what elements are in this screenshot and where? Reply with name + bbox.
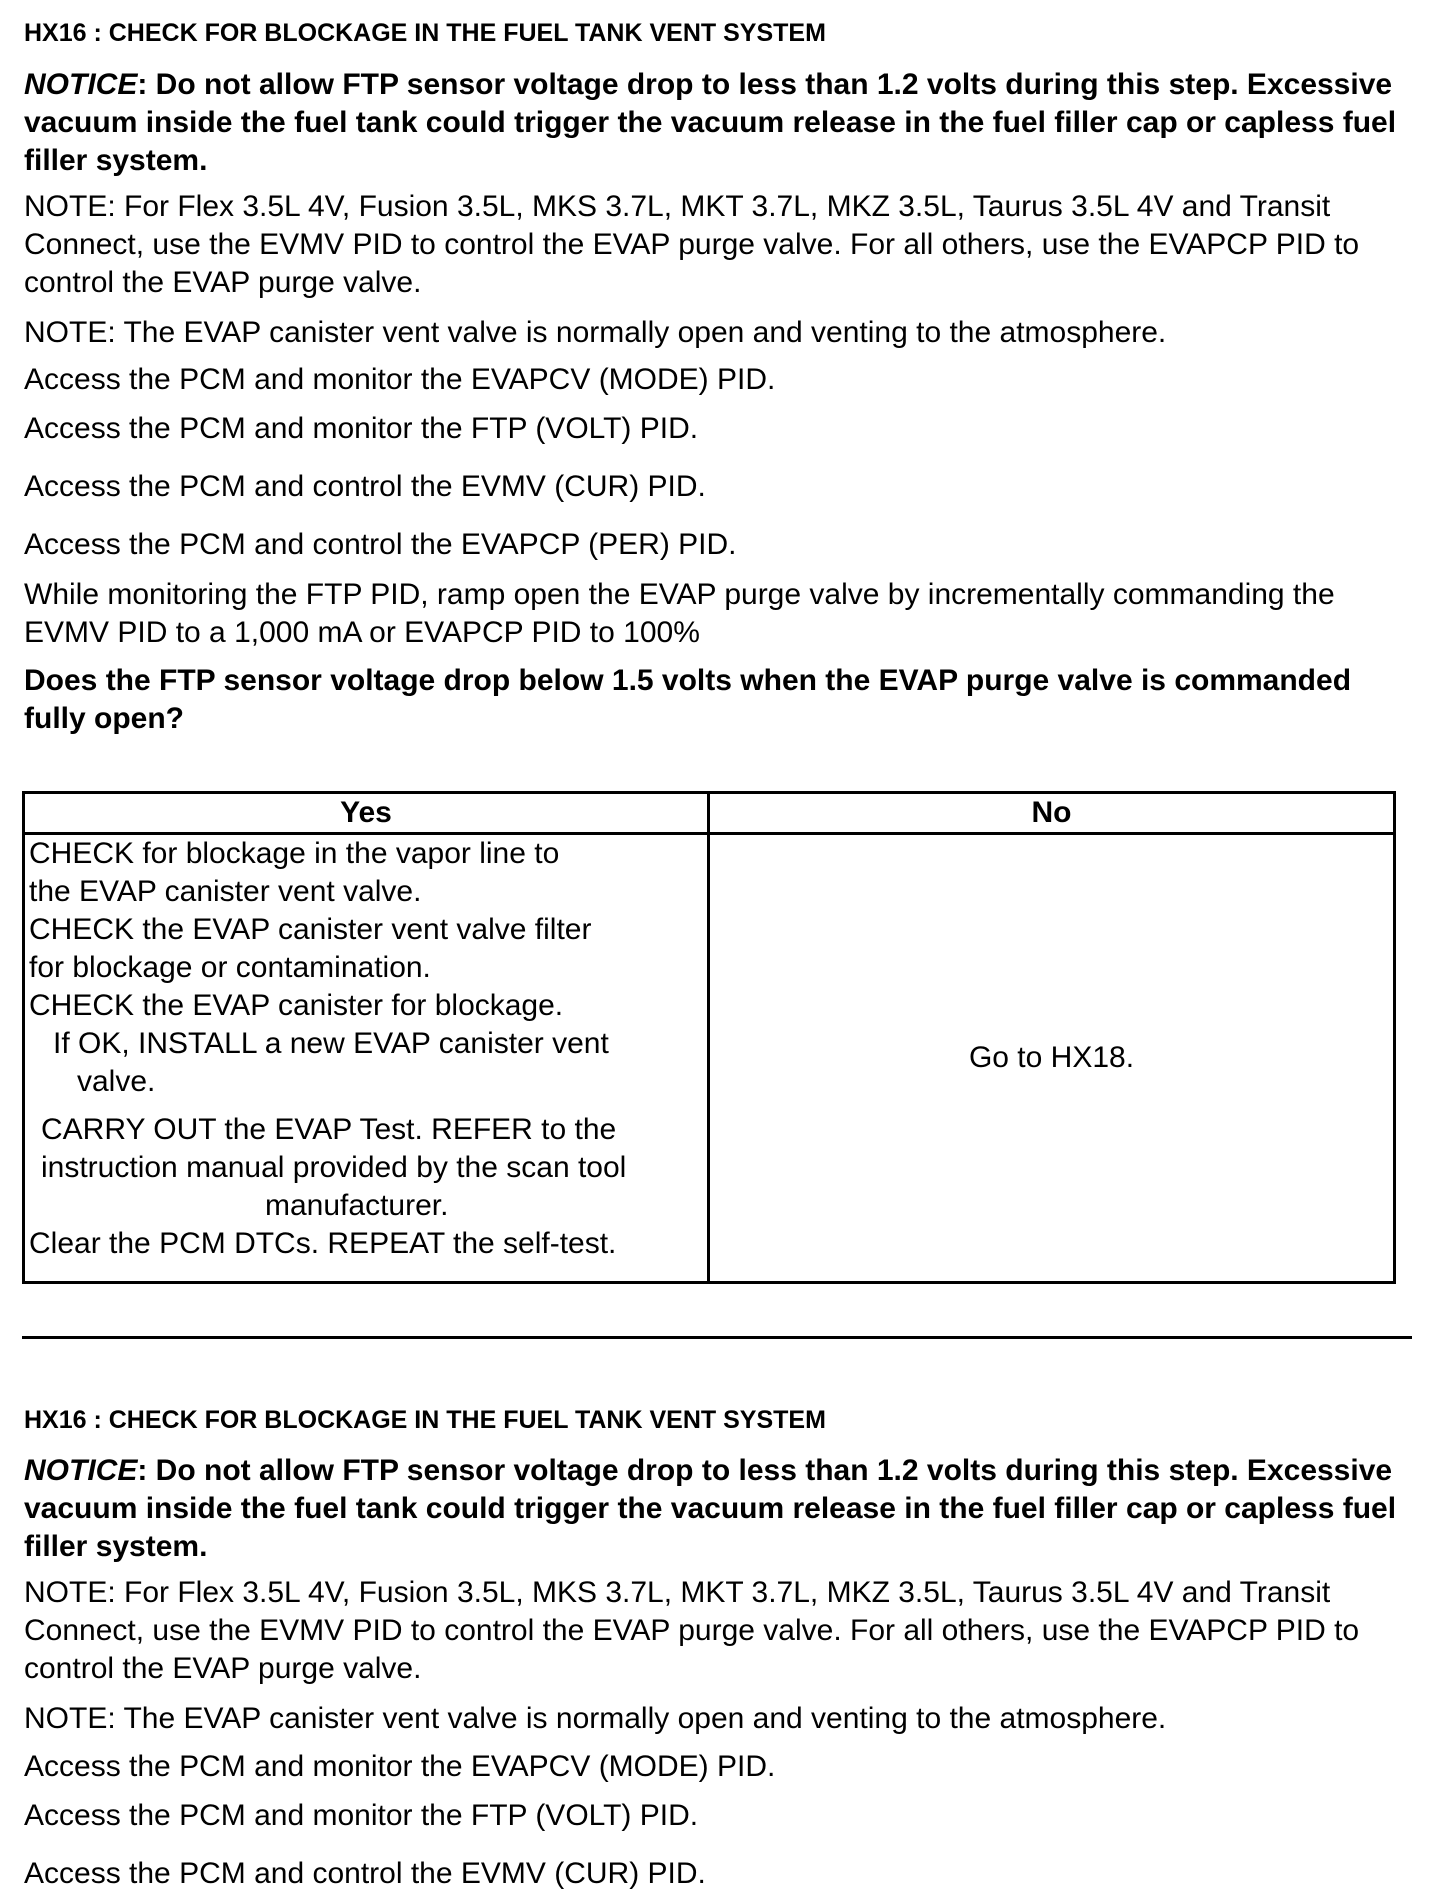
yes-line: the EVAP canister vent valve. <box>29 875 422 908</box>
step-monitor-evapcv: Access the PCM and monitor the EVAPCV (MODE) PID. <box>24 363 776 396</box>
notice-text: : Do not allow FTP sensor voltage drop to less than 1.2 volts during this step. Excessive vacuum inside the fuel tank could trigger the vacuum release in the fuel filler cap or capless fuel filler system. <box>24 1454 1397 1563</box>
no-header: No <box>710 794 1393 835</box>
yes-header: Yes <box>25 794 710 835</box>
notice-text: : Do not allow FTP sensor voltage drop to less than 1.2 volts during this step. Excessive vacuum inside the fuel tank could trigger the vacuum release in the fuel filler cap or capless fuel filler system. <box>24 68 1397 177</box>
step-monitor-evapcv: Access the PCM and monitor the EVAPCV (MODE) PID. <box>24 1750 776 1783</box>
section-heading: HX16 : CHECK FOR BLOCKAGE IN THE FUEL TANK VENT SYSTEM <box>24 19 826 47</box>
step-ramp-purge: While monitoring the FTP PID, ramp open the EVAP purge valve by incrementally commanding the EVMV PID to a 1,000 mA or EVAPCP PID to 100% <box>24 578 1335 649</box>
note-vent-valve: NOTE: The EVAP canister vent valve is normally open and venting to the atmosphere. <box>24 1702 1167 1735</box>
yes-line: If OK, INSTALL a new EVAP canister vent <box>53 1027 609 1060</box>
step-control-evapcp: Access the PCM and control the EVAPCP (PER) PID. <box>24 528 737 561</box>
section-heading: HX16 : CHECK FOR BLOCKAGE IN THE FUEL TANK VENT SYSTEM <box>24 1406 826 1434</box>
step-control-evmv: Access the PCM and control the EVMV (CUR) PID. <box>24 470 706 503</box>
no-cell <box>710 835 1393 1281</box>
notice-block <box>24 66 1404 180</box>
yes-line: CHECK the EVAP canister for blockage. <box>29 989 564 1022</box>
yes-line: valve. <box>77 1065 156 1098</box>
yes-line: CARRY OUT the EVAP Test. REFER to the <box>41 1113 617 1146</box>
section-divider <box>22 1336 1412 1339</box>
notice-label: NOTICE <box>24 1454 138 1487</box>
yes-line: for blockage or contamination. <box>29 951 431 984</box>
notice-label: NOTICE <box>24 68 138 101</box>
step-monitor-ftp: Access the PCM and monitor the FTP (VOLT) PID. <box>24 1799 699 1832</box>
step-monitor-ftp: Access the PCM and monitor the FTP (VOLT) PID. <box>24 412 699 445</box>
note-models: NOTE: For Flex 3.5L 4V, Fusion 3.5L, MKS 3.7L, MKT 3.7L, MKZ 3.5L, Taurus 3.5L 4V and Transit Connect, use the EVMV PID to control the EVAP purge valve. For all others, use the EVAPCP PID to control the EVAP purge valve. <box>24 1576 1360 1685</box>
yes-line: CHECK for blockage in the vapor line to <box>29 837 560 870</box>
yes-line: CHECK the EVAP canister vent valve filter <box>29 913 592 946</box>
no-cell-text: Go to HX18. <box>968 1041 1135 1074</box>
note-vent-valve: NOTE: The EVAP canister vent valve is normally open and venting to the atmosphere. <box>24 316 1167 349</box>
step-control-evmv: Access the PCM and control the EVMV (CUR) PID. <box>24 1857 706 1890</box>
yes-line: instruction manual provided by the scan tool <box>41 1151 627 1184</box>
yes-no-table <box>22 791 1396 1284</box>
question: Does the FTP sensor voltage drop below 1.5 volts when the EVAP purge valve is commanded fully open? <box>24 664 1352 735</box>
note-models: NOTE: For Flex 3.5L 4V, Fusion 3.5L, MKS 3.7L, MKT 3.7L, MKZ 3.5L, Taurus 3.5L 4V and Transit Connect, use the EVMV PID to control the EVAP purge valve. For all others, use the EVAPCP PID to control the EVAP purge valve. <box>24 190 1360 299</box>
yes-line: manufacturer. <box>265 1189 449 1222</box>
yes-line: Clear the PCM DTCs. REPEAT the self-test. <box>29 1227 617 1260</box>
notice-block <box>24 1452 1404 1566</box>
yes-cell <box>25 835 710 1281</box>
